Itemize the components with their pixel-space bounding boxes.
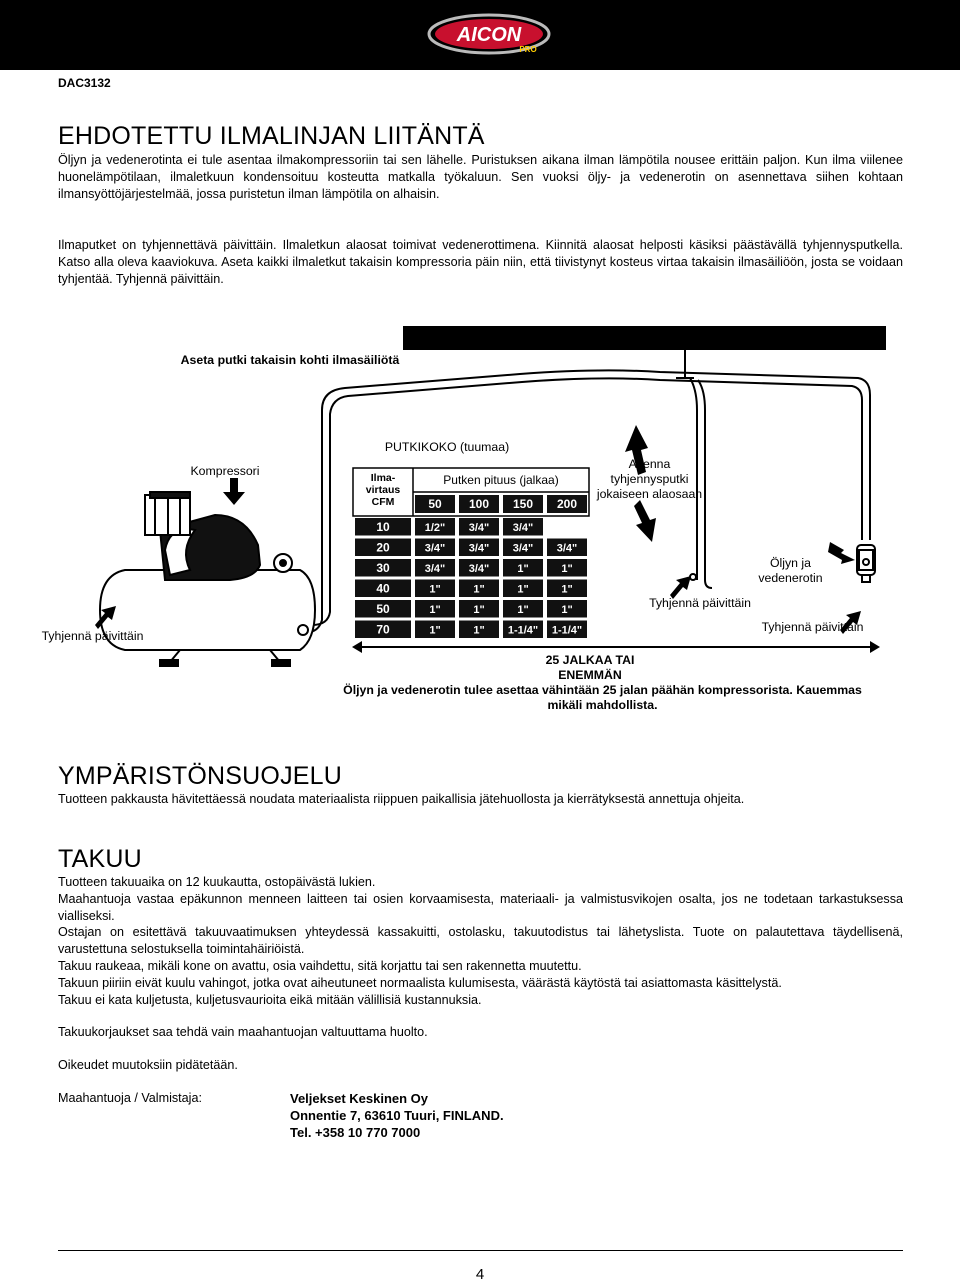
- section-title-warranty: TAKUU: [58, 845, 142, 873]
- label-drain-middle: Tyhjennä päivittäin: [649, 596, 751, 610]
- warranty-line: Takuu raukeaa, mikäli kone on avattu, osia vaihdettu, sitä korjattu tai sen rakennetta muutettu.: [58, 958, 582, 973]
- warranty-line: Takuu ei kata kuljetusta, kuljetusvaurioita eikä mitään välillisiä kustannuksia.: [58, 992, 482, 1007]
- warranty-line: Takuun piiriin eivät kuulu vahingot, jotka ovat aiheutuneet normaalista kulumisesta, väärästä käytöstä tai asiattomasta käsittelystä.: [58, 975, 782, 990]
- table-cfm-value: 40: [376, 581, 390, 596]
- importer-address: [290, 1090, 504, 1141]
- label-drain-right: Tyhjennä päivittäin: [761, 620, 864, 634]
- pipe-size-table: [353, 468, 589, 638]
- table-size-value: 1": [517, 604, 529, 616]
- svg-text:AICON: AICON: [456, 24, 522, 46]
- aicon-logo: [424, 8, 554, 60]
- environment-text: Tuotteen pakkausta hävitettäessä noudata materiaalista riippuen paikallisia jätehuollosta ja kierrätyksestä annettuja ohjeita.: [58, 792, 745, 806]
- table-length-header: Putken pituus (jalkaa): [443, 473, 559, 487]
- table-cfm-value: 70: [376, 622, 390, 637]
- header-bar: [0, 0, 960, 70]
- table-cfm-value: 10: [376, 520, 390, 534]
- table-size-value: 1": [429, 583, 441, 596]
- table-size-value: 3/4": [424, 542, 446, 555]
- table-length-value: 50: [428, 497, 442, 511]
- warranty-line: Maahantuoja vastaa epäkunnon menneen laitteen tai osien korvaamisesta, materiaali- ja valmistusvikojen osalta, jos ne todetaan tarkastuksessa vialliseksi.: [58, 891, 903, 923]
- table-length-value: 150: [512, 497, 534, 511]
- model-number: DAC3132: [58, 76, 111, 90]
- table-size-value: 3/4": [468, 563, 490, 575]
- table-length-value: 200: [556, 497, 578, 511]
- label-install-drain: Asenna tyhjennysputki jokaiseen alaosaan: [596, 457, 703, 501]
- label-return-pipe: Aseta putki takaisin kohti ilmasäiliötä: [180, 353, 400, 367]
- warranty-text: [58, 874, 903, 1008]
- label-separator-note: Öljyn ja vedenerotin tulee asettaa vähintään 25 jalan päähän kompressorista. Kauemmas mikäli mahdollista.: [343, 683, 862, 712]
- table-size-value: 1/2": [424, 522, 446, 534]
- air-line-diagram: [0, 320, 960, 720]
- label-compressor: Kompressori: [190, 464, 260, 478]
- table-size-value: 1": [429, 624, 441, 637]
- table-cfm-value: 20: [376, 540, 390, 555]
- warranty-line: Tuotteen takuuaika on 12 kuukautta, ostopäivästä lukien.: [58, 875, 376, 889]
- importer-label: Maahantuoja / Valmistaja:: [58, 1091, 202, 1105]
- page-number: 4: [475, 1266, 485, 1283]
- table-size-value: 1": [561, 563, 573, 575]
- warranty-line: Ostajan on esitettävä takuuvaatimuksen yhteydessä kassakuitti, ostolasku, takuutodistus tai lähetyslista. Tuote on palautettava täydellisenä, varustettuna selostuksella toimintahäiriöistä.: [58, 925, 903, 957]
- table-size-value: 1": [561, 604, 573, 616]
- company-name: Veljekset Keskinen Oy: [290, 1091, 429, 1106]
- table-size-value: 1": [473, 624, 485, 637]
- footer-divider: [58, 1250, 903, 1251]
- label-distance: 25 JALKAA TAI ENEMMÄN: [545, 653, 635, 682]
- paragraph-2: Ilmaputket on tyhjennettävä päivittäin. Ilmaletkun alaosat toimivat vedenerottimena. Kiinnitä alaosat helposti käsiksi päästävällä tyhjennysputkella. Katso alla oleva kaaviokuva. Aseta kaikki ilmaletkut takaisin kompressoria päin niin, että tiivistynyt kosteus virtaa takaisin ilmasäiliöön, josta se voidaan tyhjentää. Tyhjennä päivittäin.: [58, 238, 903, 286]
- table-size-value: 3/4": [468, 542, 490, 555]
- table-size-value: 1-1/4": [507, 624, 539, 637]
- table-size-value: 1": [473, 583, 485, 596]
- table-title: PUTKIKOKO (tuumaa): [384, 440, 510, 454]
- table-col0-header: Ilma-virtaus CFM: [365, 472, 401, 508]
- table-size-value: 1": [429, 604, 441, 616]
- table-size-value: 1": [517, 583, 529, 596]
- company-street: Onnentie 7, 63610 Tuuri, FINLAND.: [290, 1108, 504, 1123]
- paragraph-1: Öljyn ja vedenerotinta ei tule asentaa ilmakompressoriin tai sen lähelle. Puristuksen aikana ilman lämpötila nousee erittäin paljon. Kun ilma viilenee huonelämpötilaan, ilmaletkuun kondensoituu kosteutta matkalla työkaluun. Sen vuoksi öljy- ja vedenerotin on asennettava siihen kohtaan ilmansyöttöjärjestelmää, jossa puristetun ilman lämpötila on alhaisin.: [58, 153, 903, 201]
- table-size-value: 3/4": [468, 522, 490, 534]
- table-size-value: 1": [473, 604, 485, 616]
- table-size-value: 3/4": [512, 542, 534, 555]
- service-text: Takuukorjaukset saa tehdä vain maahantuojan valtuuttama huolto.: [58, 1025, 428, 1039]
- svg-text:PRO: PRO: [519, 45, 537, 54]
- table-size-value: 3/4": [512, 522, 534, 534]
- table-cfm-value: 50: [376, 602, 390, 616]
- table-length-value: 100: [468, 497, 490, 511]
- table-size-value: 3/4": [424, 563, 446, 575]
- section-title-air-line: EHDOTETTU ILMALINJAN LIITÄNTÄ: [58, 122, 485, 150]
- section-title-environment: YMPÄRISTÖNSUOJELU: [58, 762, 343, 790]
- table-size-value: 1": [561, 583, 573, 596]
- table-size-value: 1": [517, 563, 529, 575]
- company-phone: Tel. +358 10 770 7000: [290, 1125, 421, 1140]
- table-cfm-value: 30: [376, 561, 390, 575]
- label-separator: Öljyn ja vedenerotin: [758, 556, 823, 585]
- label-drain-left: Tyhjennä päivittäin: [41, 629, 144, 643]
- table-size-value: 3/4": [556, 542, 578, 555]
- table-size-value: 1-1/4": [551, 624, 583, 637]
- rights-text: Oikeudet muutoksiin pidätetään.: [58, 1058, 238, 1072]
